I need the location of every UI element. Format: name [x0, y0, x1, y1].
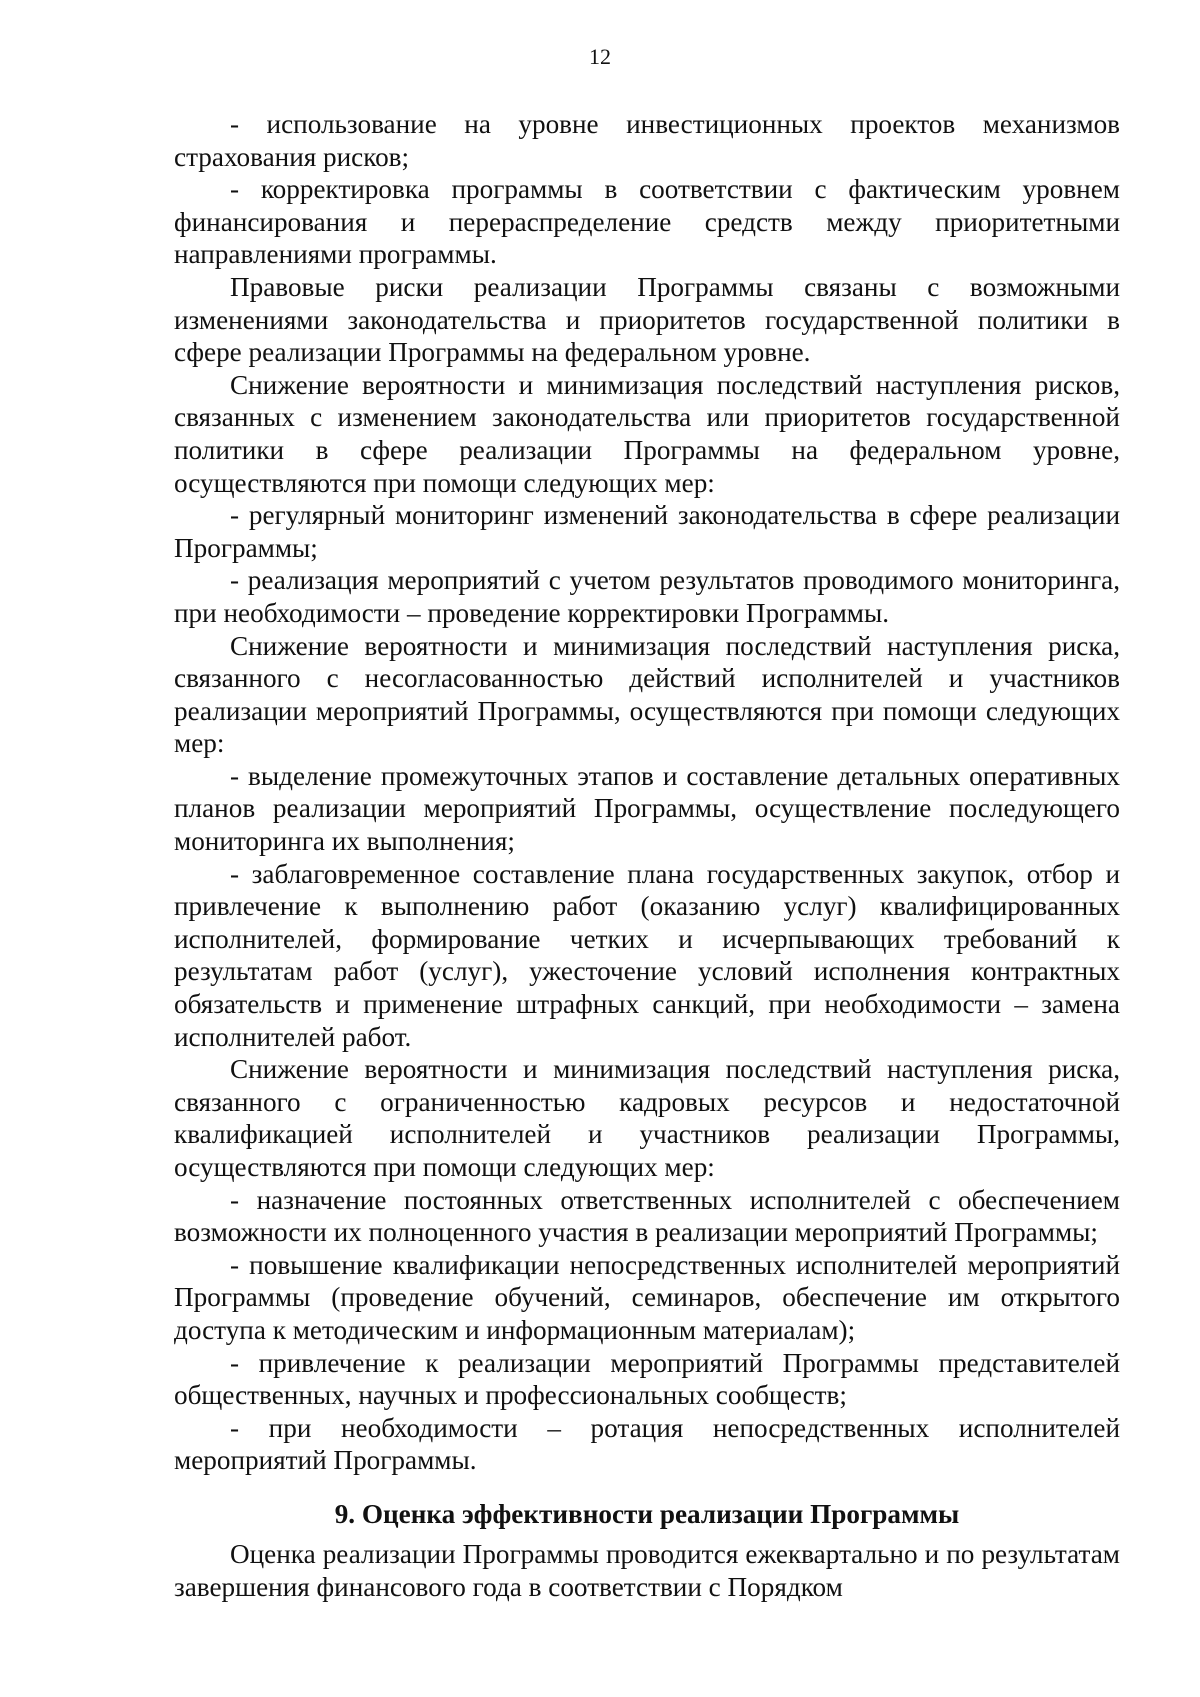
- paragraph: - корректировка программы в соответствии с фактическим уровнем финансирования и перераспределение средств между приоритетными направлениями программы.: [174, 174, 1120, 270]
- paragraph: - выделение промежуточных этапов и составление детальных оперативных планов реализации мероприятий Программы, осуществление последующего мониторинга их выполнения;: [174, 760, 1120, 857]
- page-number: 12: [589, 44, 611, 69]
- paragraph: - заблаговременное составление плана государственных закупок, отбор и привлечение к выполнению работ (оказанию услуг) квалифицированных исполнителей, формирование четких и исчерпывающих требований к результатам работ (услуг), ужесточение условий исполнения контрактных обязательств и применение штрафных санкций, при необходимости – замена исполнителей работ.: [174, 858, 1120, 1052]
- paragraph: Правовые риски реализации Программы связаны с возможными изменениями законодательства и приоритетов государственной политики в сфере реализации Программы на федеральном уровне.: [174, 271, 1120, 368]
- paragraph: Оценка реализации Программы проводится ежеквартально и по результатам завершения финансового года в соответствии с Порядком: [174, 1538, 1120, 1602]
- paragraph: - при необходимости – ротация непосредственных исполнителей мероприятий Программы.: [174, 1412, 1120, 1476]
- paragraph: Снижение вероятности и минимизация последствий наступления рисков, связанных с изменением законодательства или приоритетов государственной политики в сфере реализации Программы на федеральном уровне, осуществляются при помощи следующих мер:: [174, 369, 1120, 498]
- paragraph: - назначение постоянных ответственных исполнителей с обеспечением возможности их полноценного участия в реализации мероприятий Программы;: [174, 1184, 1120, 1248]
- paragraph: Снижение вероятности и минимизация последствий наступления риска, связанного с несогласованностью действий исполнителей и участников реализации мероприятий Программы, осуществляются при помощи следующих мер:: [174, 630, 1120, 759]
- paragraph: - привлечение к реализации мероприятий Программы представителей общественных, научных и профессиональных сообществ;: [174, 1347, 1120, 1411]
- paragraph: - реализация мероприятий с учетом результатов проводимого мониторинга, при необходимости – проведение корректировки Программы.: [174, 565, 1120, 628]
- section-heading: 9. Оценка эффективности реализации Программы: [334, 1498, 960, 1529]
- paragraph: - повышение квалификации непосредственных исполнителей мероприятий Программы (проведение обучений, семинаров, обеспечение им открытого доступа к методическим и информационным материалам);: [174, 1249, 1120, 1345]
- paragraph: - использование на уровне инвестиционных проектов механизмов страхования рисков;: [174, 109, 1120, 172]
- paragraph: Снижение вероятности и минимизация последствий наступления риска, связанного с ограниченностью кадровых ресурсов и недостаточной квалификацией исполнителей и участников реализации Программы, осуществляются при помощи следующих мер:: [174, 1054, 1120, 1182]
- document-body: [174, 108, 1120, 1603]
- paragraph: - регулярный мониторинг изменений законодательства в сфере реализации Программы;: [174, 500, 1120, 563]
